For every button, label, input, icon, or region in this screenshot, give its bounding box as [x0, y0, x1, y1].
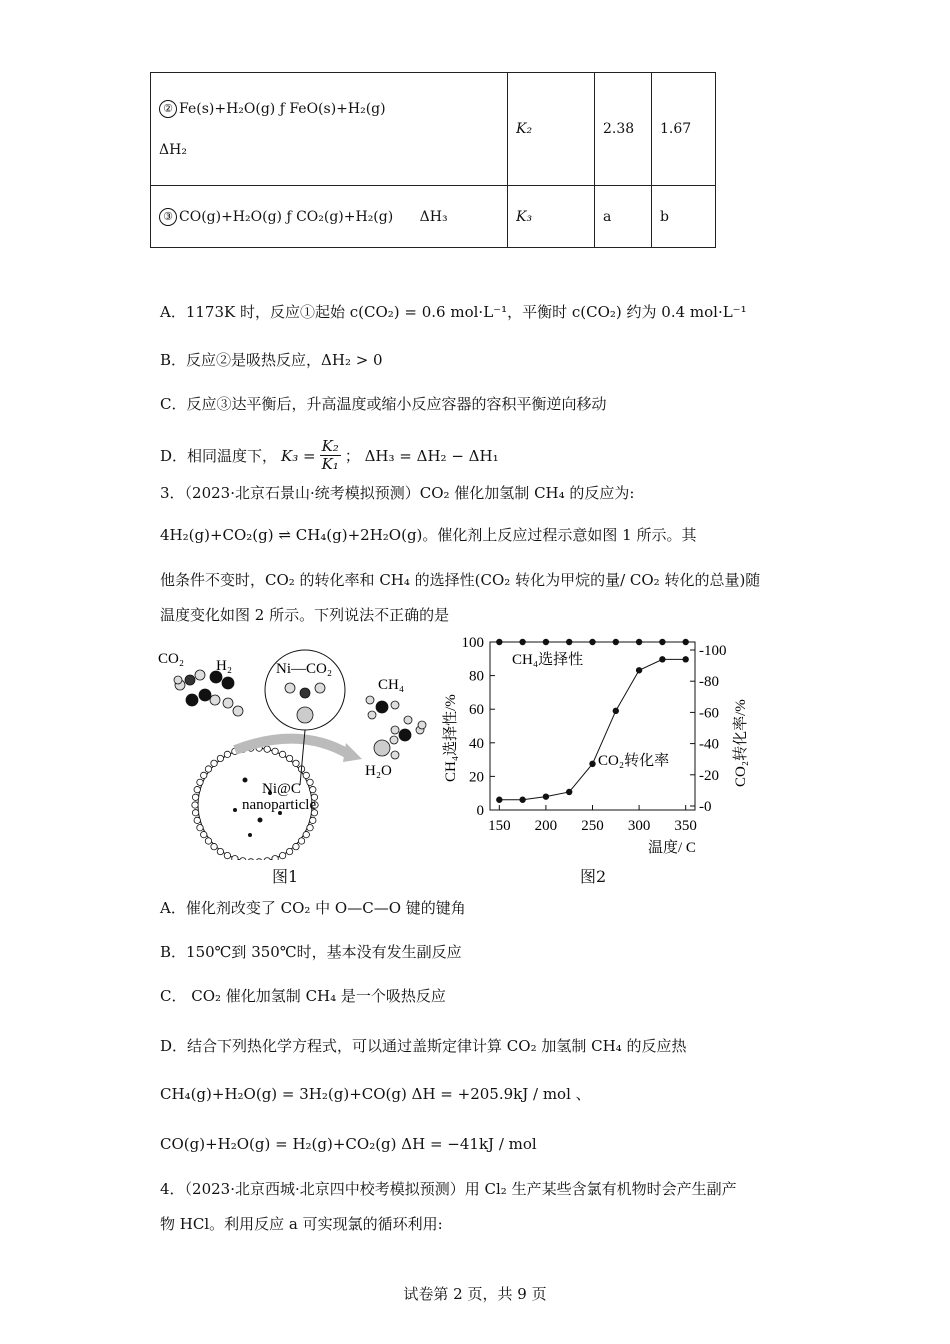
y-tick-label-left: 20 — [469, 769, 484, 786]
data-point — [589, 639, 595, 645]
data-point — [682, 639, 688, 645]
data-point — [659, 656, 665, 662]
fraction — [320, 438, 341, 473]
y-tick-label-right: -60 — [699, 705, 719, 722]
value-cell: 1.67 — [652, 73, 716, 186]
thermo-equation-1: CH₄(g)+H₂O(g) = 3H₂(g)+CO(g) ΔH = +205.9kJ / mol 、 — [160, 1085, 591, 1103]
q3-line2: 4H₂(g)+CO₂(g) ⇌ CH₄(g)+2H₂O(g)。催化剂上反应过程示意如图 1 所示。其 — [160, 526, 697, 544]
table-row — [151, 73, 716, 186]
data-point — [659, 639, 665, 645]
y-tick-label-right: -100 — [699, 643, 727, 659]
marker: ② — [159, 100, 177, 118]
table-row — [151, 186, 716, 248]
page-footer: 试卷第 2 页，共 9 页 — [403, 1285, 547, 1303]
data-point — [613, 639, 619, 645]
figure-1 — [150, 635, 440, 860]
data-point — [543, 639, 549, 645]
h2o-label: H₂O — [365, 763, 392, 779]
dh: ΔH₂ — [159, 142, 187, 158]
q4-line1: 4．（2023·北京西城·北京四中校考模拟预测）用 Cl₂ 生产某些含氯有机物时会产生副产 — [160, 1180, 737, 1198]
option-d-suffix: ； ΔH₃ = ΔH₂ − ΔH₁ — [344, 446, 499, 465]
series-label-ch4: CH₄选择性 — [512, 652, 584, 668]
nanoparticle-label: nanoparticle — [242, 797, 317, 813]
x-axis-label: 温度/ C — [648, 840, 696, 856]
data-point — [566, 639, 572, 645]
value-cell: b — [652, 186, 716, 248]
q3-line3: 他条件不变时，CO₂ 的转化率和 CH₄ 的选择性(CO₂ 转化为甲烷的量/ CO₂ 转化的总量)随 — [160, 571, 761, 589]
data-point — [496, 797, 502, 803]
data-point — [543, 793, 549, 799]
series-line — [499, 659, 685, 799]
fraction-denominator: K₁ — [321, 455, 339, 473]
q3-line1: 3．（2023·北京石景山·统考模拟预测）CO₂ 催化加氢制 CH₄ 的反应为: — [160, 484, 635, 502]
equation-cell — [151, 73, 508, 186]
figure-1-caption: 图1 — [272, 867, 299, 886]
k-cell: K₃ — [508, 186, 595, 248]
reaction-table — [150, 72, 716, 248]
data-point — [519, 639, 525, 645]
data-point — [613, 708, 619, 714]
data-point — [636, 667, 642, 673]
y-tick-label-left: 0 — [476, 803, 484, 819]
y-tick-label-right: -80 — [699, 674, 719, 691]
equation: CO(g)+H₂O(g) ƒ CO₂(g)+H₂(g) — [179, 208, 394, 225]
co2-label: CO₂ — [158, 651, 185, 667]
y-tick-label-left: 100 — [461, 635, 484, 651]
dh: ΔH₃ — [419, 208, 448, 225]
data-point — [496, 639, 502, 645]
y-axis-label-right: CO₂转化率/% — [733, 699, 749, 787]
option-c: C． CO₂ 催化加氢制 CH₄ 是一个吸热反应 — [160, 987, 446, 1005]
equation: Fe(s)+H₂O(g) ƒ FeO(s)+H₂(g) — [179, 101, 386, 117]
option-a: A．催化剂改变了 CO₂ 中 O—C—O 键的键角 — [160, 899, 466, 917]
value-cell: 2.38 — [595, 73, 652, 186]
equation-cell — [151, 186, 508, 248]
option-b: B．150℃到 350℃时，基本没有发生副反应 — [160, 943, 462, 961]
option-d-prefix: D．相同温度下， — [160, 446, 278, 465]
product-molecules — [366, 696, 426, 759]
fraction-numerator: K₂ — [321, 437, 339, 455]
option-b: B．反应②是吸热反应，ΔH₂ > 0 — [160, 351, 383, 369]
h2-label: H₂ — [216, 658, 233, 674]
option-a: A．1173K 时，反应①起始 c(CO₂) = 0.6 mol·L⁻¹，平衡时 c(CO₂) 约为 0.4 mol·L⁻¹ — [160, 303, 747, 321]
y-tick-label-right: -20 — [699, 767, 719, 784]
y-tick-label-right: -0 — [699, 799, 712, 815]
ni-c-label: Ni@C — [262, 781, 301, 797]
y-axis-label-left: CH₄选择性/% — [443, 694, 459, 782]
value-cell: a — [595, 186, 652, 248]
data-point — [682, 656, 688, 662]
data-point — [519, 797, 525, 803]
option-d: D．结合下列热化学方程式，可以通过盖斯定律计算 CO₂ 加氢制 CH₄ 的反应热 — [160, 1037, 687, 1055]
x-tick-label: 150 — [488, 818, 511, 834]
option-d-k3: K₃ = — [281, 446, 316, 465]
x-tick-label: 250 — [581, 818, 604, 834]
q4-line2: 物 HCl。利用反应 a 可实现氯的循环利用: — [160, 1215, 443, 1233]
data-point — [589, 761, 595, 767]
marker: ③ — [159, 208, 177, 226]
data-point — [566, 789, 572, 795]
co2-h2-molecules — [174, 670, 243, 716]
series-label-co2: CO₂转化率 — [598, 753, 670, 769]
ni-co2-label: Ni—CO₂ — [276, 661, 333, 677]
figure-2-caption: 图2 — [580, 867, 607, 886]
y-tick-label-left: 60 — [469, 702, 484, 719]
x-tick-label: 300 — [627, 818, 651, 834]
option-c: C．反应③达平衡后，升高温度或缩小反应容器的容积平衡逆向移动 — [160, 395, 607, 413]
data-point — [636, 639, 642, 645]
figure-2-chart — [440, 632, 760, 862]
y-tick-label-left: 80 — [469, 668, 484, 685]
x-tick-label: 200 — [534, 818, 558, 834]
y-tick-label-left: 40 — [469, 735, 484, 752]
q3-line4: 温度变化如图 2 所示。下列说法不正确的是 — [160, 606, 450, 624]
option-d — [160, 438, 499, 473]
y-tick-label-right: -40 — [699, 736, 719, 753]
ch4-label: CH₄ — [378, 677, 405, 693]
thermo-equation-2: CO(g)+H₂O(g) = H₂(g)+CO₂(g) ΔH = −41kJ / mol — [160, 1135, 537, 1153]
k-cell: K₂ — [508, 73, 595, 186]
x-tick-label: 350 — [674, 818, 697, 834]
